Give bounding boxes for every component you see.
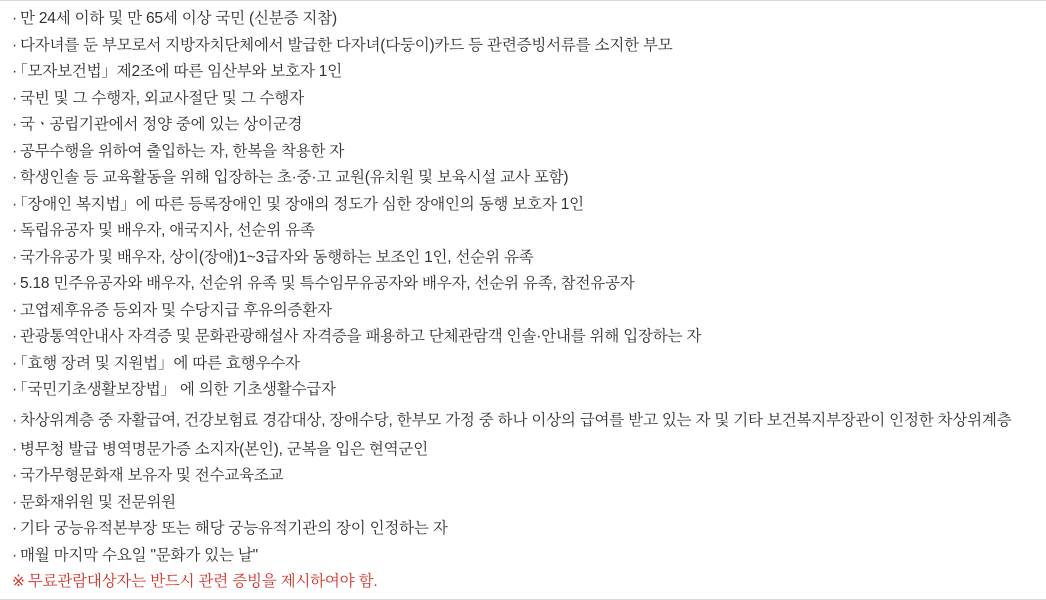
list-item-text: 국ㆍ공립기관에서 정양 중에 있는 상이군경 xyxy=(19,116,303,133)
list-item xyxy=(12,409,1034,432)
list-item-text: 국가유공가 및 배우자, 상이(장애)1~3급자와 동행하는 보조인 1인, 선순위 유족 xyxy=(19,248,534,266)
list-item xyxy=(12,91,1034,107)
list-item-text: 국빈 및 그 수행자, 외교사절단 및 그 수행자 xyxy=(19,89,304,107)
eligibility-list xyxy=(12,11,1034,563)
bullet-icon: · xyxy=(12,222,17,239)
list-item xyxy=(12,117,1034,133)
list-item xyxy=(12,250,1034,266)
list-item-text: 기타 궁능유적본부장 또는 해당 궁능유적기관의 장이 인정하는 자 xyxy=(19,520,448,538)
bullet-icon: · xyxy=(12,411,17,429)
bullet-icon: · xyxy=(12,354,17,372)
list-item-text: 「효행 장려 및 지원법」에 따른 효행우수자 xyxy=(19,354,300,372)
list-item-text: 독립유공자 및 배우자, 애국지사, 선순위 유족 xyxy=(19,222,315,239)
bullet-icon: · xyxy=(12,493,17,511)
bullet-icon: · xyxy=(12,89,17,107)
list-item-text: 고엽제후유증 등외자 및 수당지급 후유의증환자 xyxy=(19,301,332,319)
bullet-icon: · xyxy=(12,169,17,186)
list-item xyxy=(12,495,1034,511)
bullet-icon: · xyxy=(12,116,17,133)
notice-label: 무료관람대상자는 반드시 관련 증빙을 제시하여야 함. xyxy=(27,573,378,591)
bullet-icon: · xyxy=(12,10,17,27)
list-item xyxy=(12,223,1034,239)
list-item-text: 다자녀를 둔 부모로서 지방자치단체에서 발급한 다자녀(다둥이)카드 등 관련증빙서류를 소지한 부모 xyxy=(19,36,673,54)
bullet-icon: · xyxy=(12,195,17,213)
list-item xyxy=(12,144,1034,160)
bullet-icon: · xyxy=(12,142,17,160)
list-item-text: 5.18 민주유공자와 배우자, 선순위 유족 및 특수임무유공자와 배우자, 선순위 유족, 참전유공자 xyxy=(19,275,635,292)
list-item-text: 매월 마지막 수요일 "문화가 있는 날" xyxy=(19,546,258,564)
list-item-text: 학생인솔 등 교육활동을 위해 입장하는 초·중·고 교원(유치원 및 보육시설 교사 포함) xyxy=(19,169,569,186)
list-item xyxy=(12,197,1034,213)
list-item-text: 관광통역안내사 자격증 및 문화관광해설사 자격증을 패용하고 단체관람객 인솔·안내를 위해 입장하는 자 xyxy=(19,328,702,345)
list-item xyxy=(12,64,1034,80)
list-item-text: 병무청 발급 병역명문가증 소지자(본인), 군복을 입은 현역군인 xyxy=(19,440,428,458)
list-item xyxy=(12,521,1034,537)
list-item-text: 「모자보건법」제2조에 따른 임산부와 보호자 1인 xyxy=(19,63,343,80)
list-item-text: 국가무형문화재 보유자 및 전수교육조교 xyxy=(19,467,284,485)
list-item xyxy=(12,548,1034,564)
list-item xyxy=(12,329,1034,345)
bullet-icon: · xyxy=(12,275,17,292)
bullet-icon: · xyxy=(12,301,17,319)
bullet-icon: · xyxy=(12,546,17,564)
bullet-icon: · xyxy=(12,63,17,80)
bullet-icon: · xyxy=(12,440,17,458)
bullet-icon: · xyxy=(12,381,17,398)
bullet-icon: · xyxy=(12,467,17,485)
asterisk-icon: ※ xyxy=(12,573,25,591)
list-item xyxy=(12,11,1034,27)
list-item-text: 공무수행을 위하여 출입하는 자, 한복을 착용한 자 xyxy=(19,142,345,160)
bullet-icon: · xyxy=(12,328,17,345)
list-item-text: 차상위계층 중 자활급여, 건강보험료 경감대상, 장애수당, 한부모 가정 중 하나 이상의 급여를 받고 있는 자 및 기타 보건복지부장관이 인정한 차상위계층 xyxy=(19,411,1012,429)
list-item xyxy=(12,170,1034,186)
bullet-icon: · xyxy=(12,248,17,266)
list-item-text: 만 24세 이하 및 만 65세 이상 국민 (신분증 지참) xyxy=(19,10,337,27)
list-item xyxy=(12,303,1034,319)
list-item-text: 「장애인 복지법」에 따른 등록장애인 및 장애의 정도가 심한 장애인의 동행 보호자 1인 xyxy=(19,195,584,213)
list-item xyxy=(12,442,1034,458)
list-item-text: 「국민기초생활보장법」 에 의한 기초생활수급자 xyxy=(19,381,336,398)
list-item xyxy=(12,382,1034,398)
list-item xyxy=(12,276,1034,292)
bullet-icon: · xyxy=(12,520,17,538)
list-item xyxy=(12,468,1034,484)
list-item-text: 문화재위원 및 전문위원 xyxy=(19,493,176,511)
list-item xyxy=(12,38,1034,54)
notice-text xyxy=(12,574,1034,590)
list-item xyxy=(12,356,1034,372)
bullet-icon: · xyxy=(12,36,17,54)
